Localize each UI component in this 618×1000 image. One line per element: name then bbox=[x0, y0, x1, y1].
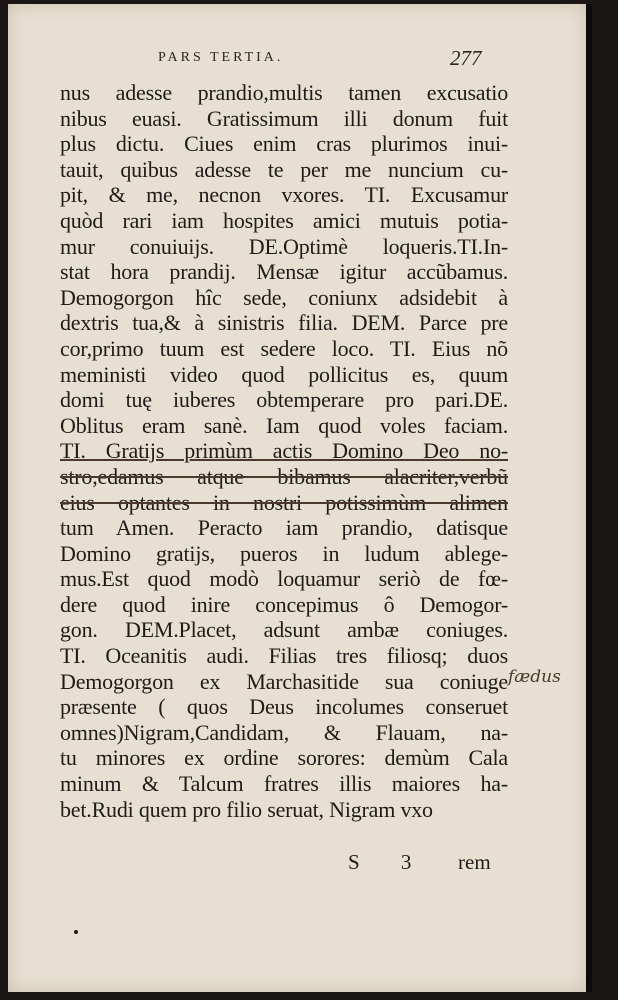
running-title: PARS TERTIA. bbox=[158, 50, 284, 65]
text-line: tum Amen. Peracto iam prandio, datisque bbox=[60, 515, 508, 541]
text-line: omnes)Nigram,Candidam, & Flauam, na- bbox=[60, 719, 508, 745]
text-line: Oblitus eram sanè. Iam quod voles faciam. bbox=[60, 412, 508, 438]
text-line: dextris tua,& à sinistris filia. DEM. Parce pre bbox=[60, 310, 508, 336]
text-line: plus dictu. Ciues enim cras plurimos inui- bbox=[60, 131, 508, 157]
text-line: stat hora prandij. Mensæ igitur accũbamus. bbox=[60, 259, 508, 285]
text-line: tauit, quibus adesse te per me nuncium cu- bbox=[60, 156, 508, 182]
handwritten-margin-note: fædus bbox=[508, 667, 561, 687]
text-line: præsente ( quos Deus incolumes conseruet bbox=[60, 694, 508, 720]
text-line: nibus euasi. Gratissimum illi donum fuit bbox=[60, 105, 508, 131]
text-line: mus.Est quod modò loquamur seriò de fœ- bbox=[60, 566, 508, 592]
body-text bbox=[60, 80, 508, 822]
text-line: quòd rari iam hospites amici mutuis potia- bbox=[60, 207, 508, 233]
text-line: TI. Oceanitis audi. Filias tres filiosq; duos bbox=[60, 643, 508, 669]
text-line: Demogorgon hîc sede, coniunx adsidebit à bbox=[60, 284, 508, 310]
text-line-struck: eius optantes in nostri potissimùm alimen bbox=[60, 489, 508, 515]
text-line: nus adesse prandio,multis tamen excusatio bbox=[60, 80, 508, 105]
text-line: Demogorgon ex Marchasitide sua coniuge bbox=[60, 668, 508, 694]
ink-spot bbox=[74, 930, 78, 934]
text-line: domi tuę iuberes obtemperare pro pari.DE. bbox=[60, 387, 508, 413]
running-header bbox=[8, 46, 586, 72]
text-line-struck: stro,edamus atque bibamus alacriter,verbũ bbox=[60, 463, 508, 489]
catchword: rem bbox=[458, 850, 491, 874]
text-line: cor,primo tuum est sedere loco. TI. Eius nõ bbox=[60, 335, 508, 361]
text-line-underlined: TI. Gratijs primùm actis Domino Deo no- bbox=[60, 438, 508, 464]
text-line: minum & Talcum fratres illis maiores ha- bbox=[60, 771, 508, 797]
text-line: tu minores ex ordine sorores: demùm Cala bbox=[60, 745, 508, 771]
text-line: meministi video quod pollicitus es, quum bbox=[60, 361, 508, 387]
text-line: bet.Rudi quem pro filio seruat, Nigram vxo bbox=[60, 796, 433, 822]
text-line: mur conuiuijs. DE.Optimè loqueris.TI.In- bbox=[60, 233, 508, 259]
page-number: 277 bbox=[450, 46, 482, 70]
text-line: Domino gratijs, pueros in ludum ablege- bbox=[60, 540, 508, 566]
text-line: gon. DEM.Placet, adsunt ambæ coniuges. bbox=[60, 617, 508, 643]
signature-mark: S 3 bbox=[348, 850, 430, 874]
book-page bbox=[8, 4, 586, 992]
text-line: pit, & me, necnon vxores. TI. Excusamur bbox=[60, 182, 508, 208]
page-footer bbox=[8, 850, 586, 876]
text-line: dere quod inire concepimus ô Demogor- bbox=[60, 591, 508, 617]
